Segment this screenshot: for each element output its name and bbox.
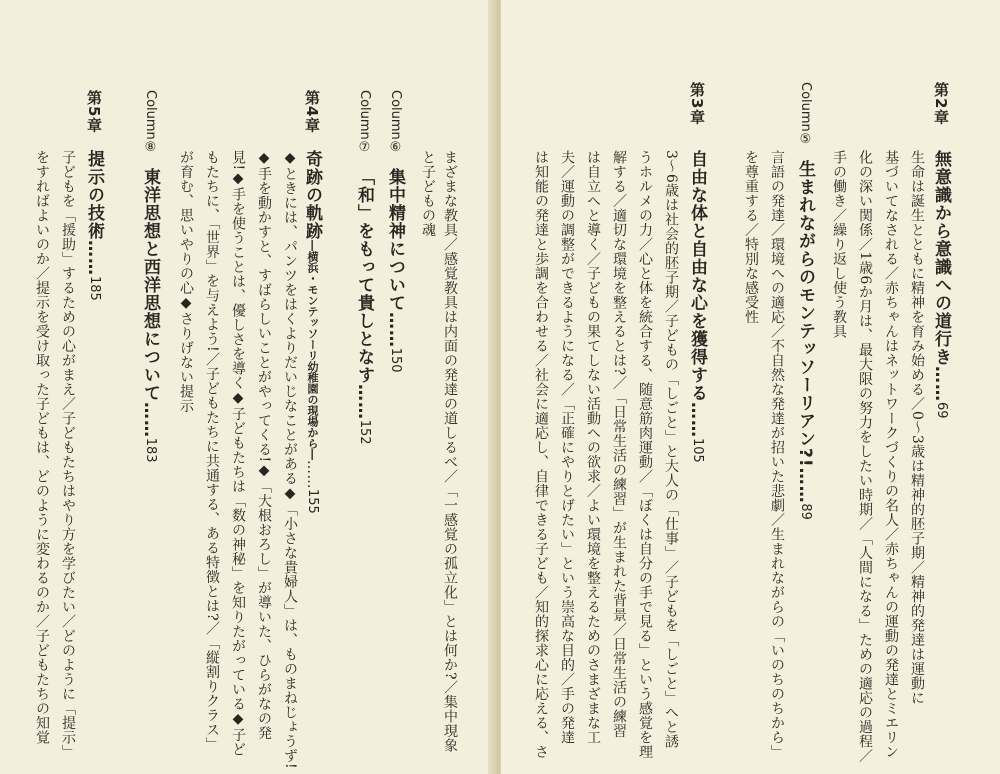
toc-entry-chapter2[interactable] (931, 150, 951, 419)
toc-subtitle: ―横浜・モンテッソーリ幼稚園の現場から― (306, 240, 319, 460)
toc-body-line: 基づいてなされる／赤ちゃんはネットワークづくりの名人／赤ちゃんの運動の発達とミエリン (883, 150, 899, 759)
toc-leader: …… (304, 460, 320, 489)
toc-title: 生まれながらのモンテッソーリアン?!…… (795, 159, 815, 504)
chapter-label: 第3章 (688, 82, 706, 126)
column-mark: Column⑤ (798, 82, 813, 147)
page-number: 183 (143, 437, 158, 463)
chapter-label: 第4章 (303, 90, 321, 134)
column-mark: Column⑥ (388, 90, 403, 155)
toc-body-line: 解する／適切な環境を整えるとは?／「日常生活の練習」が生まれた背景／日常生活の練習 (611, 150, 627, 739)
toc-body-line: 夫／運動の調整ができるようになる／「正確にやりとげたい」という崇高な目的／手の発達 (559, 150, 575, 745)
toc-body-line: 化の深い関係／1歳6か月は、最大限の努力をしたい時期／「人間になる」ための適応の過程／ (857, 150, 873, 764)
toc-title: 集中精神について…… (385, 167, 405, 348)
chapter-label: 第5章 (85, 90, 103, 134)
toc-title: 東洋思想と西洋思想について…… (140, 167, 160, 438)
toc-title: 奇跡の軌跡 (302, 150, 322, 240)
toc-entry-column7[interactable] (354, 90, 374, 445)
toc-body-line: 生命は誕生とともに精神を育み始める／0～3歳は精神的胚子期／精神的発達は運動に (909, 150, 925, 706)
toc-body-line: を尊重する／特別な感受性 (743, 150, 759, 324)
column-mark: Column⑦ (357, 90, 372, 155)
toc-title: 自由な体と自由な心を獲得する…… (687, 150, 707, 438)
toc-entry-chapter4[interactable] (302, 150, 322, 514)
toc-body-line: もたちに、「世界」を与えよう!／子どもたちに共通する、ある特徴とは?／「縦割りクラス」 (204, 150, 220, 752)
toc-body-line: ◆ときには、パンツをはくよりだいじなことがある◆「小さな貴婦人」は、ものまねじょうず! (282, 150, 298, 770)
toc-body-line: 子どもを「援助」するための心がまえ／子どもたちはやり方を学びたい／どのように「提示」 (60, 150, 76, 759)
toc-body-line: うホルメの力／心と体を統合する、随意筋肉運動／「ぼくは自分の手で見る」という感覚を理 (637, 150, 653, 759)
page-number: 105 (690, 438, 705, 463)
toc-body-line: と子どもの魂 (420, 150, 436, 237)
toc-entry-column6[interactable] (385, 90, 405, 373)
toc-title: 「和」をもって貴しとなす…… (354, 167, 374, 420)
chapter-label: 第2章 (932, 82, 950, 126)
toc-body-line: は自立へと導く／子どもの果てしない活動への欲求／よい環境を整えるためのさまざまな工 (585, 150, 601, 745)
page-number: 152 (357, 419, 372, 445)
toc-title: 無意識から意識への道行き…… (931, 150, 951, 402)
toc-body-line: 見!◆手を使うことは、優しさを導く◆子どもたちは「数の神秘」を知りたがっている◆子ど (230, 150, 246, 757)
toc-body-line: ◆手を動かすと、すばらしいことがやってくる!◆「大根おろし」が導いた、ひらがなの発 (256, 150, 272, 741)
page-number: 155 (305, 489, 320, 514)
toc-entry-column8[interactable] (140, 90, 160, 463)
toc-body-line: 手の働き／繰り返し使う教具 (831, 150, 847, 339)
toc-body-line: 3～6歳は社会的胚子期／子どもの「しごと」と大人の「仕事」／子どもを「しごと」へと誘 (663, 150, 679, 749)
toc-entry-column5[interactable] (795, 82, 815, 520)
toc-body-line: が育む、思いやりの心◆さりげない提示 (178, 150, 194, 413)
page-number: 69 (934, 402, 949, 419)
toc-body-line: 言語の発達／環境への適応／不自然な発達が招いた悲劇／生まれながらの「いのちのちから」 (769, 150, 785, 759)
page-number: 150 (388, 347, 403, 373)
toc-body-line: は知能の発達と歩調を合わせる／社会に適応し、自律できる子ども／知的探求心に応える、さ (533, 150, 549, 759)
toc-entry-chapter3[interactable] (687, 150, 707, 463)
toc-body-line: をすればよいのか／提示を受け取った子どもは、どのように変わるのか／子どもたちの知覚 (34, 150, 50, 745)
toc-body-line: まざまな教具／感覚教具は内面の発達の道しるべ／「一感覚の孤立化」とは何か?／集中現象 (442, 150, 458, 753)
right-page (501, 0, 1000, 774)
left-page (0, 0, 493, 774)
toc-entry-chapter5[interactable] (84, 150, 104, 301)
page-number: 185 (87, 276, 102, 301)
toc-title: 提示の技術…… (84, 150, 104, 276)
column-mark: Column⑧ (143, 90, 158, 155)
page-number: 89 (798, 503, 813, 520)
